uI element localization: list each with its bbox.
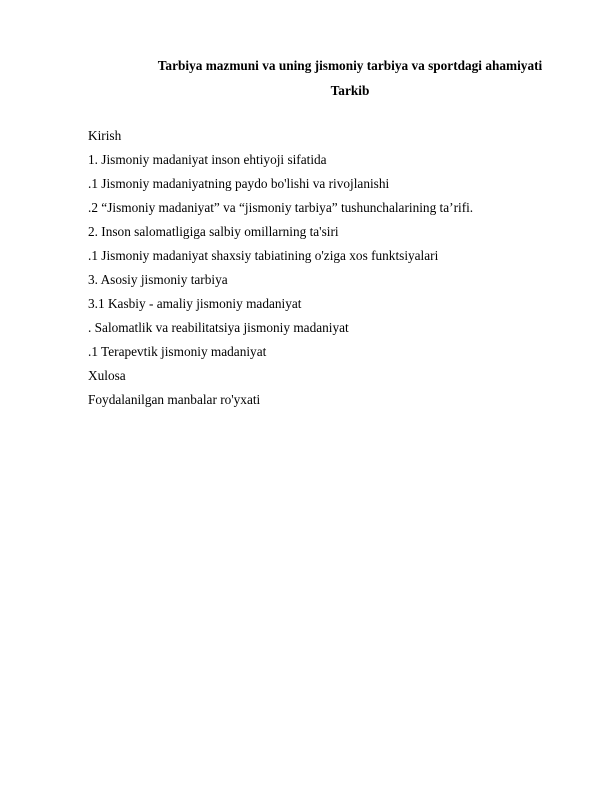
toc-item-2: 2. Inson salomatligiga salbiy omillarning ta'siri [88, 224, 339, 239]
table-of-contents [88, 128, 473, 416]
document-title: Tarbiya mazmuni va uning jismoniy tarbiya va sportdagi ahamiyati [157, 58, 543, 73]
toc-item-introduction: Kirish [88, 128, 122, 143]
toc-item-4-1: .1 Terapevtik jismoniy madaniyat [88, 344, 267, 359]
toc-item-1-1: .1 Jismoniy madaniyatning paydo bo'lishi va rivojlanishi [88, 176, 390, 191]
toc-item-references: Foydalanilgan manbalar ro'yxati [88, 392, 261, 407]
toc-item-2-1: .1 Jismoniy madaniyat shaxsiy tabiatining o'ziga xos funktsiyalari [88, 248, 439, 263]
toc-item-3-1: 3.1 Kasbiy - amaliy jismoniy madaniyat [88, 296, 302, 311]
toc-item-1-2: .2 “Jismoniy madaniyat” va “jismoniy tarbiya” tushunchalarining ta’rifi. [88, 200, 474, 215]
toc-item-4: . Salomatlik va reabilitatsiya jismoniy madaniyat [88, 320, 349, 335]
toc-heading: Tarkib [330, 83, 370, 98]
toc-item-1: 1. Jismoniy madaniyat inson ehtiyoji sifatida [88, 152, 327, 167]
toc-item-conclusion: Xulosa [88, 368, 126, 383]
toc-item-3: 3. Asosiy jismoniy tarbiya [88, 272, 228, 287]
